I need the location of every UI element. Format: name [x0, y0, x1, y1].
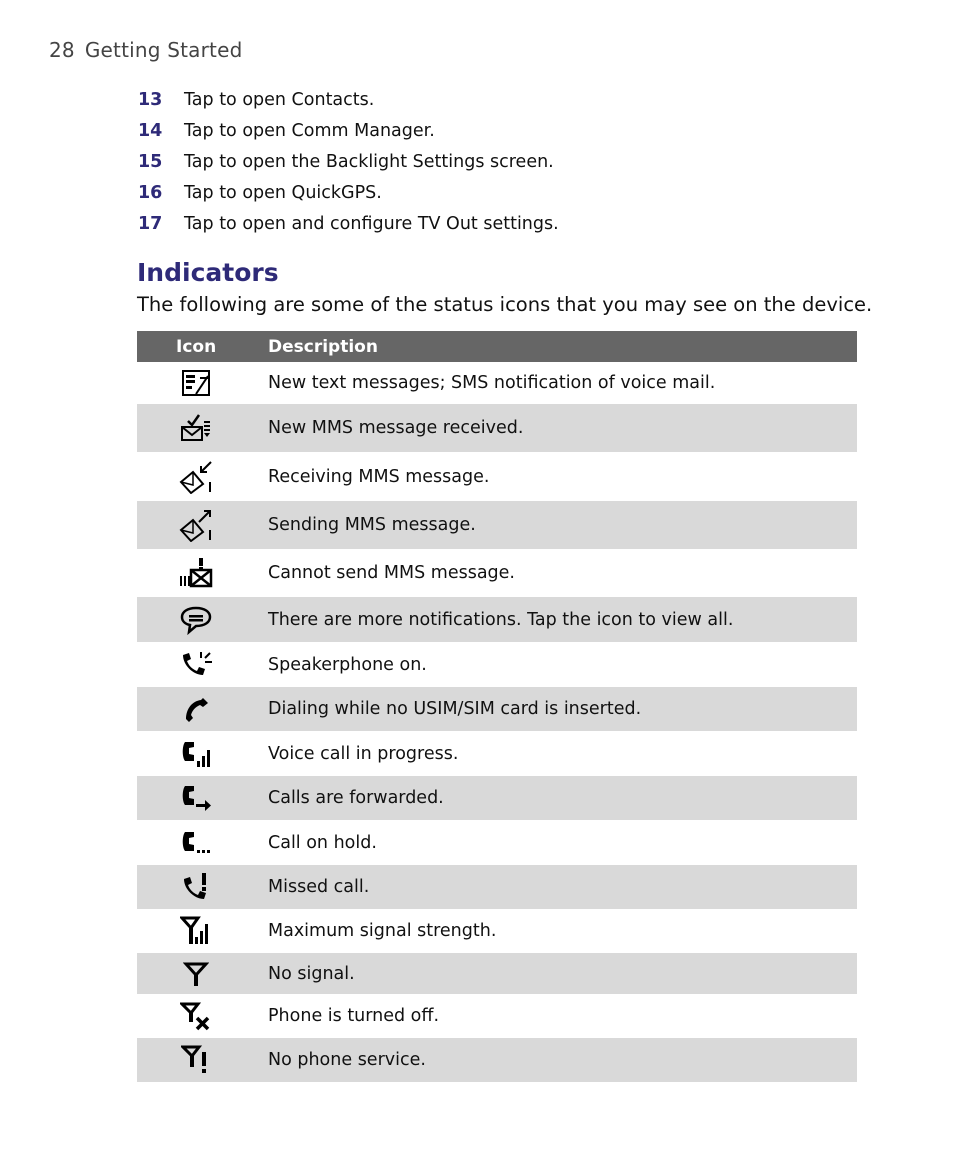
section-title: Indicators	[137, 258, 279, 287]
table-row	[137, 731, 857, 776]
more-notifications-icon	[179, 605, 213, 635]
row-description: Voice call in progress.	[268, 743, 459, 764]
list-item	[138, 177, 858, 208]
call-on-hold-icon	[179, 828, 213, 858]
table-row	[137, 642, 857, 687]
phone-off-icon	[180, 1001, 212, 1031]
item-number: 16	[138, 182, 163, 203]
row-description: Calls are forwarded.	[268, 788, 444, 808]
table-row	[137, 994, 857, 1038]
row-description: Phone is turned off.	[268, 1006, 440, 1026]
table-row	[137, 501, 857, 549]
receiving-mms-icon	[179, 460, 213, 494]
table-row	[137, 404, 857, 452]
sending-mms-icon	[179, 508, 213, 542]
row-description: There are more notifications. Tap the icon to view all.	[268, 609, 734, 630]
row-description: Dialing while no USIM/SIM card is inserted.	[268, 699, 642, 719]
running-head	[49, 38, 243, 62]
table-row	[137, 1038, 857, 1082]
speakerphone-icon	[179, 649, 213, 681]
numbered-list	[138, 84, 858, 239]
missed-call-icon	[180, 871, 212, 903]
row-description: New MMS message received.	[268, 418, 524, 438]
item-number: 13	[138, 89, 163, 110]
row-description: Receiving MMS message.	[268, 466, 490, 487]
table-header-row	[137, 331, 857, 362]
table-row	[137, 909, 857, 953]
item-text: Tap to open and configure TV Out settings.	[184, 213, 559, 234]
row-description: Maximum signal strength.	[268, 921, 497, 941]
row-description: New text messages; SMS notification of voice mail.	[268, 373, 716, 393]
item-number: 15	[138, 151, 163, 172]
column-header-description: Description	[268, 336, 378, 357]
sms-voicemail-icon	[180, 368, 212, 398]
max-signal-icon	[180, 915, 212, 947]
list-item	[138, 84, 858, 115]
no-signal-icon	[183, 961, 209, 987]
item-number: 14	[138, 120, 163, 141]
row-description: Sending MMS message.	[268, 515, 476, 535]
row-description: Speakerphone on.	[268, 654, 427, 675]
item-text: Tap to open Contacts.	[184, 89, 375, 110]
table-row	[137, 953, 857, 994]
voice-call-icon	[179, 738, 213, 770]
page-number: 28	[49, 38, 75, 62]
list-item	[138, 208, 858, 239]
list-item	[138, 146, 858, 177]
row-description: Missed call.	[268, 877, 370, 897]
calls-forwarded-icon	[179, 782, 213, 814]
section-intro: The following are some of the status icons that you may see on the device.	[137, 293, 873, 316]
cannot-send-mms-icon	[178, 556, 214, 590]
dialing-no-sim-icon	[181, 695, 211, 723]
table-row	[137, 549, 857, 597]
row-description: No signal.	[268, 963, 355, 984]
table-row	[137, 362, 857, 404]
column-header-icon: Icon	[176, 336, 217, 357]
list-item	[138, 115, 858, 146]
table-row	[137, 687, 857, 731]
chapter-title: Getting Started	[84, 38, 243, 62]
item-text: Tap to open Comm Manager.	[184, 120, 435, 141]
row-description: Call on hold.	[268, 832, 377, 853]
row-description: No phone service.	[268, 1050, 426, 1070]
new-mms-icon	[179, 413, 213, 443]
indicators-table	[137, 331, 857, 1082]
no-service-icon	[181, 1044, 211, 1076]
table-row	[137, 776, 857, 820]
item-text: Tap to open the Backlight Settings screen.	[184, 151, 554, 172]
item-number: 17	[138, 213, 163, 234]
row-description: Cannot send MMS message.	[268, 563, 515, 583]
item-text: Tap to open QuickGPS.	[184, 182, 382, 203]
table-row	[137, 597, 857, 642]
table-row	[137, 452, 857, 501]
table-row	[137, 865, 857, 909]
table-row	[137, 820, 857, 865]
